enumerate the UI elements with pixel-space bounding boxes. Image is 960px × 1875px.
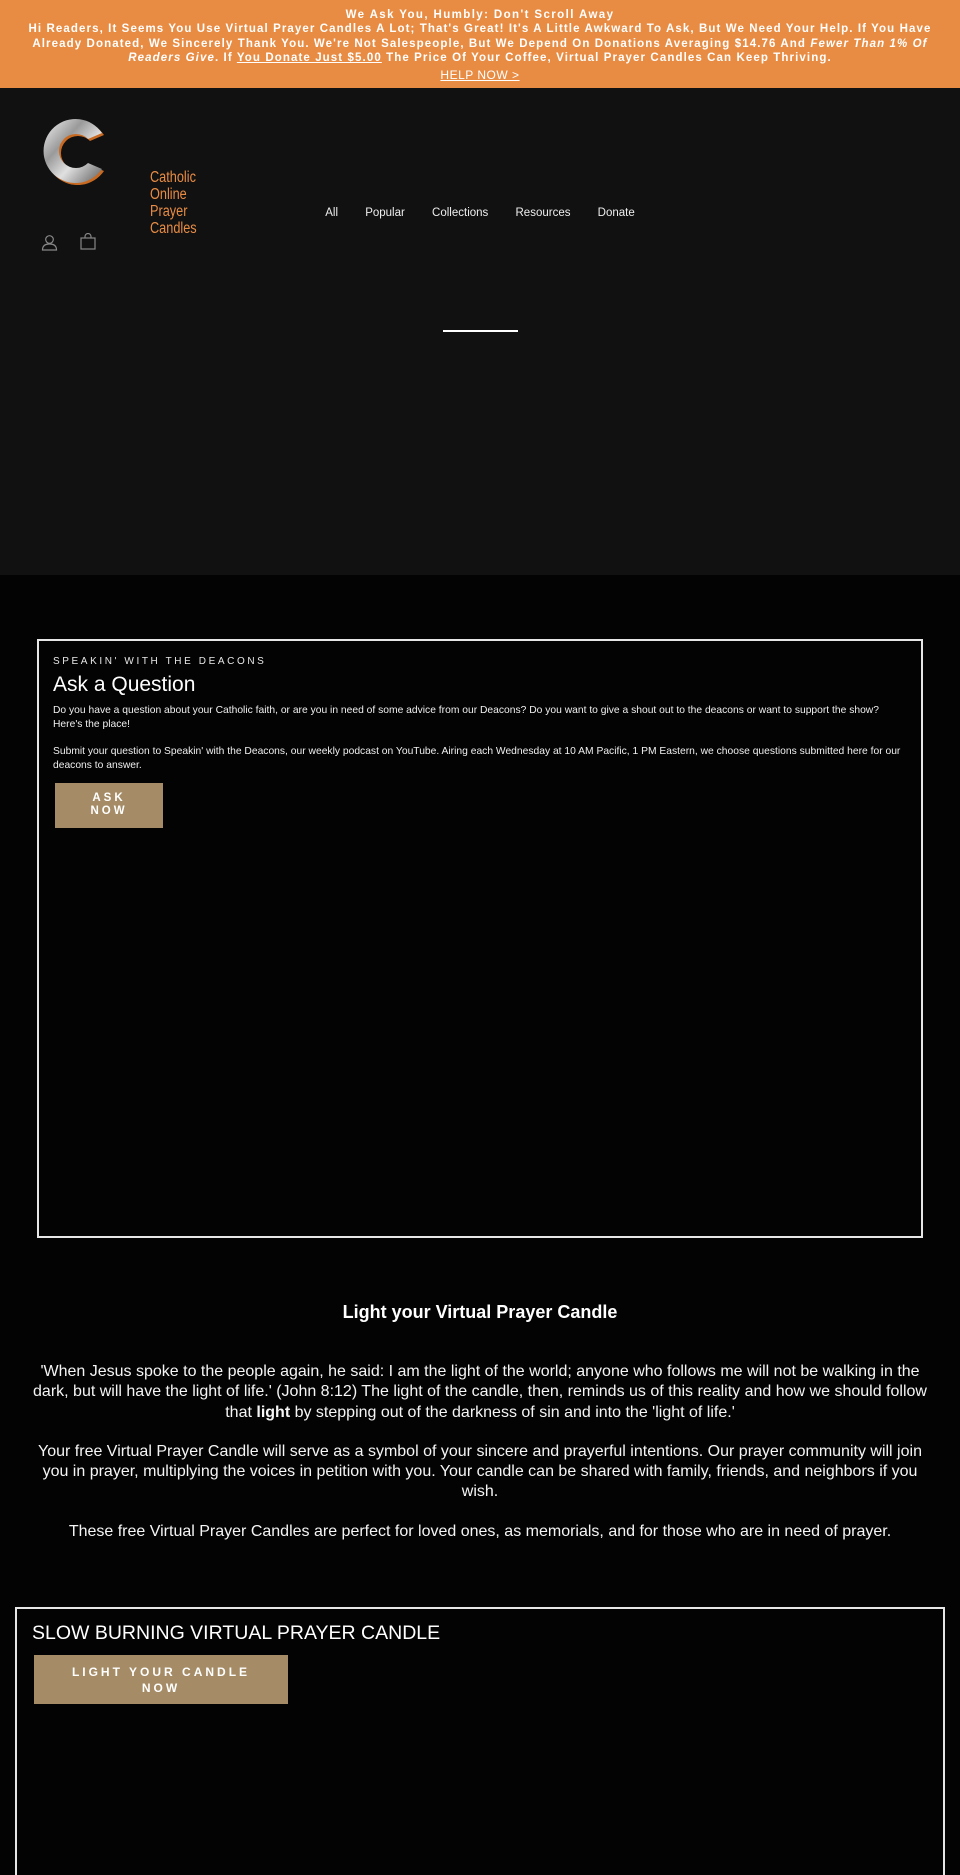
ask-button-line-1: ASK [92, 792, 126, 804]
logo-c-icon [36, 113, 112, 189]
slow-burning-section [15, 1607, 945, 1875]
nav-item-popular[interactable]: Popular [365, 207, 405, 219]
light-paragraph-2: Your free Virtual Prayer Candle will serve as a symbol of your sincere and prayerful intentions. Our prayer community will join you in prayer, multiplying the voices in petition with you. Your candle can be shared with family, friends, and neighbors if you wish. [38, 1442, 922, 1501]
light-paragraph-3: These free Virtual Prayer Candles are perfect for loved ones, as memorials, and for those who are in need of prayer. [68, 1522, 892, 1540]
banner-text-2: . If [214, 52, 237, 64]
banner-donate-link[interactable]: You Donate Just $5.00 [236, 52, 382, 64]
banner-text-3: The Price Of Your Coffee, Virtual Prayer Candles Can Keep Thriving. [381, 52, 832, 64]
light-p1-bold: light [256, 1403, 291, 1421]
main-nav [0, 207, 960, 219]
banner-text: Hi Readers, It Seems You Use Virtual Prayer Candles A Lot; That's Great! It's A Little Awkward To Ask, But We Need Your Help. If You Have Already Donated, We Sincerely Thank You. We're Not Salespeople, But We Depend On Donations Averaging $14.76 And [28, 23, 932, 50]
light-section-title: Light your Virtual Prayer Candle [342, 1302, 618, 1322]
banner-title: We Ask You, Humbly: Don't Scroll Away [345, 9, 615, 21]
ask-question-section [37, 639, 923, 1238]
logo-line-1: Catholic Online [150, 169, 196, 203]
ask-eyebrow: SPEAKIN' WITH THE DEACONS [53, 656, 267, 667]
nav-item-all[interactable]: All [325, 207, 338, 219]
light-paragraph-1 [28, 1362, 932, 1423]
logo[interactable] [36, 113, 206, 237]
nav-item-resources[interactable]: Resources [515, 207, 571, 219]
light-section-body [28, 1362, 932, 1561]
ask-button-line-2: NOW [90, 805, 128, 817]
ask-paragraph-1: Do you have a question about your Catholic faith, or are you in need of some advice from our Deacons? Do you want to give a shout out to the deacons or want to support the show? Here's the place! [53, 705, 879, 730]
candle-button-line-2: NOW [141, 1681, 181, 1695]
cart-icon[interactable] [80, 233, 96, 250]
nav-item-collections[interactable]: Collections [432, 207, 489, 219]
candle-button-line-1: LIGHT YOUR CANDLE [71, 1665, 251, 1679]
ask-paragraph-2: Submit your question to Speakin' with the Deacons, our weekly podcast on YouTube. Airing each Wednesday at 10 AM Pacific, 1 PM Eastern, we choose questions submitted here for our deacons to answer. [53, 746, 901, 771]
user-icon[interactable] [41, 234, 58, 251]
light-p1-text-2: by stepping out of the darkness of sin and into the 'light of life.' [290, 1403, 735, 1421]
light-your-candle-button[interactable] [34, 1655, 288, 1704]
banner-body [0, 22, 960, 66]
light-p1-text: 'When Jesus spoke to the people again, he said: I am the light of the world; anyone who follows me will not be walking in the dark, but will have the light of life.' (John 8:12) The light of the candle, then, reminds us of this reality and how we should follow that [33, 1363, 927, 1421]
ask-title: Ask a Question [53, 673, 196, 696]
logo-text [150, 169, 197, 237]
slow-burning-title: SLOW BURNING VIRTUAL PRAYER CANDLE [32, 1622, 441, 1644]
site-header [0, 88, 960, 575]
logo-line-2: Prayer Candles [150, 203, 197, 237]
help-now-link[interactable]: HELP NOW > [440, 67, 520, 82]
banner-emphasis: Fewer Than 1% Of Readers Give [128, 37, 928, 64]
nav-item-donate[interactable]: Donate [597, 207, 635, 219]
donation-banner [0, 0, 960, 88]
slideshow-indicator[interactable] [443, 330, 518, 332]
ask-now-button[interactable] [55, 783, 163, 828]
